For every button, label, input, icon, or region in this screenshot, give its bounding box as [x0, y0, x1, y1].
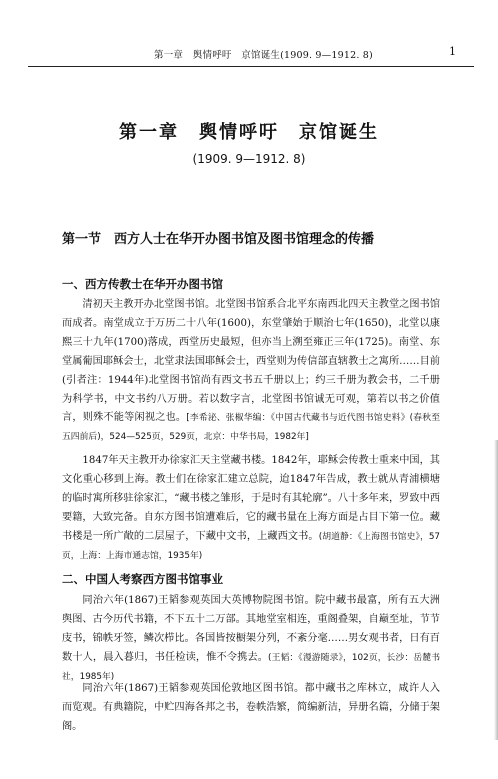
- paragraph-quote: 院中藏书最富，所有五大洲舆图、古今历代书籍，不下五十二万部。其地堂室相连，重阁叠架，自巅至址，节节庋书，锦帙牙签，鳞次栉比。各国皆按橱架分列，不紊分毫……男女观书者，日有百数十人，晨入暮归，书任检读，惟不令携去。: [62, 595, 440, 663]
- paragraph-citation: (王韬：《漫游随录》，102页，长沙：岳麓书社，1985年): [62, 652, 440, 682]
- paragraph-xujiahui-library: [62, 452, 440, 565]
- paragraph-lead: 清初天主教开办北堂图书馆。: [82, 299, 216, 310]
- paragraph-british-museum-library: [62, 592, 440, 687]
- paragraph-citation: (胡道静：《上海图书馆史》，57页，上海：上海市通志馆，1935年): [62, 531, 441, 561]
- paragraph-beitang-library: [62, 296, 440, 447]
- running-header: [28, 44, 474, 67]
- paragraph-lead: 1847年天主教开办徐家汇天主堂藏书楼。: [82, 455, 272, 466]
- page-number: 1: [449, 45, 456, 58]
- paragraph-lead: 同治六年(1867)王韬参观英国大英博物院图书馆。: [82, 595, 315, 606]
- paragraph-london-libraries: [62, 680, 440, 737]
- paragraph-citation: [李希泌、张椒华编：《中国古代藏书与近代图书馆史料》(春秋至五四前后)，524—525页，529页，北京：中华书局，1982年]: [62, 413, 441, 443]
- paragraph-quote: 都中藏书之库林立，咸许人入而览观。有典籍院，中贮四海各邦之书，卷帙浩繁，简编新洁，异册名篇，分储于架阁。: [62, 683, 441, 732]
- subsection-heading-2: 二、中国人考察西方图书馆事业: [62, 572, 223, 586]
- paragraph-lead: 同治六年(1867)王韬参观英国伦敦地区图书馆。: [82, 683, 305, 694]
- subsection-heading-1: 一、西方传教士在华开办图书馆: [62, 277, 223, 291]
- chapter-dates: (1909. 9—1912. 8): [192, 152, 306, 166]
- section-title: 第一节 西方人士在华开办图书馆及图书馆理念的传播: [62, 232, 375, 247]
- scan-edge-shadow: [494, 440, 498, 740]
- running-title: 第一章 舆情呼吁 京馆诞生(1909. 9—1912. 8): [154, 50, 373, 61]
- chapter-title: 第一章 舆情呼吁 京馆诞生: [119, 122, 379, 143]
- paragraph-quote: 北堂图书馆系合北平东南西北四天主教堂之图书馆而成者。南堂成立于万历二十八年(1600)，东堂肇始于顺治七年(1650)，北堂以康熙三十九年(1700)落成，西堂历史最短，但亦当上溯至雍正三年(1725)。南堂、东堂属葡国耶稣会士，北堂隶法国耶稣会士，西堂则为传信部直辖教士之寓所……目前(引者注：1944年)北堂图书馆尚有西文书五千册以上；约三千册为教会书，二千册为科学书，中文书约八万册。若以数字言，北堂图书馆诚无可观，第若以书之价值言，则殊不能等闲视之也。: [62, 299, 441, 424]
- paragraph-quote: 1842年，耶稣会传教士重来中国，其文化重心移到上海。教士们在徐家汇建立总院，迨1847年告成，教士就从青浦横塘的临时寓所移驻徐家汇，“藏书楼之雏形，于是时有其轮廓”。八十多年来，罗致中西要籍，大致完备。自东方图书馆遭难后，它的藏书量在上海方面是占目下第一位。藏书楼是一所广敞的二层屋子，下藏中文书，上藏西文书。: [62, 455, 440, 542]
